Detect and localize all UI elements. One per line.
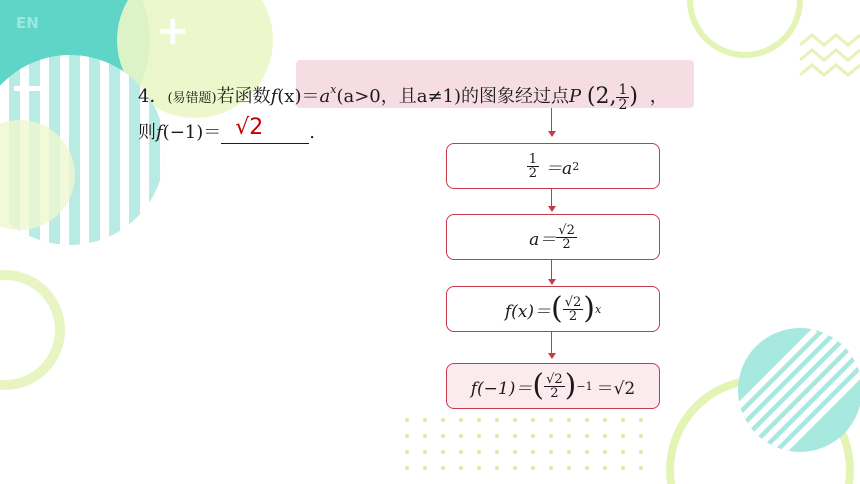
grid-dot [459, 434, 463, 438]
step4-lhs: f(−1)＝ [470, 378, 533, 399]
grid-dot [513, 466, 517, 470]
grid-dot [567, 466, 571, 470]
grid-dot [549, 466, 553, 470]
line2-func: f [156, 122, 163, 143]
step-box-1 [446, 143, 660, 189]
grid-dot [531, 450, 535, 454]
equals: ＝ [301, 86, 320, 107]
grid-dot [459, 466, 463, 470]
grid-dot [603, 450, 607, 454]
minus-icon [14, 86, 42, 91]
flow-arrow-line [551, 332, 552, 354]
grid-dot [549, 434, 553, 438]
grid-dot [459, 418, 463, 422]
flow-arrow-head [548, 131, 556, 137]
func-name: f [270, 86, 278, 107]
grid-dot [495, 450, 499, 454]
step1-rhs: ＝a [545, 158, 573, 179]
fraction-den: 2 [528, 165, 538, 181]
flow-arrow-line [551, 260, 552, 280]
grid-dot [621, 450, 625, 454]
grid-dot [405, 418, 409, 422]
grid-dot [513, 434, 517, 438]
grid-dot [423, 466, 427, 470]
step4-sup: −1 [576, 379, 593, 393]
fraction-num: √2 [558, 222, 575, 238]
grid-dot [531, 434, 535, 438]
grid-dot [531, 418, 535, 422]
grid-dot [477, 418, 481, 422]
grid-dot [477, 434, 481, 438]
step1-sup: 2 [572, 159, 580, 173]
condition-text: (a>0，且a≠1)的图象经过点 [336, 86, 570, 107]
grid-dot [495, 466, 499, 470]
flow-arrow-head [548, 353, 556, 359]
grid-dot [531, 466, 535, 470]
exponent: x [330, 83, 337, 96]
grid-dot [639, 434, 643, 438]
fraction-den: 2 [563, 309, 584, 323]
question-line-2 [138, 115, 315, 144]
base: a [319, 86, 331, 107]
step2-fraction [556, 224, 577, 251]
fraction-den: 2 [544, 386, 565, 400]
step3-sup: x [594, 302, 602, 316]
paren-close: ) [583, 291, 595, 326]
grid-dot [603, 466, 607, 470]
point-close: ) [629, 84, 638, 109]
flow-arrow-line [551, 189, 552, 207]
question-text: 若函数 [216, 86, 271, 107]
step3-fraction [563, 296, 584, 323]
grid-dot [477, 450, 481, 454]
grid-dot [423, 418, 427, 422]
grid-dot [585, 418, 589, 422]
grid-dot [441, 466, 445, 470]
grid-dot [495, 418, 499, 422]
step-box-2 [446, 214, 660, 260]
period: . [309, 122, 315, 143]
grid-dot [639, 466, 643, 470]
grid-dot [603, 418, 607, 422]
fraction-den: 2 [618, 96, 628, 113]
question-number: 4． [138, 86, 168, 107]
grid-dot [639, 418, 643, 422]
grid-dot [567, 418, 571, 422]
grid-dot [585, 434, 589, 438]
comma: ， [649, 86, 668, 107]
point-label: P [569, 86, 582, 107]
paren-open: ( [532, 368, 545, 403]
grid-dot [567, 434, 571, 438]
line2-prefix: 则 [138, 122, 156, 143]
grid-dot [567, 450, 571, 454]
fraction-num: 1 [618, 81, 628, 98]
grid-dot [495, 434, 499, 438]
grid-dot [585, 466, 589, 470]
grid-dot [639, 450, 643, 454]
grid-dot [549, 418, 553, 422]
step3-lhs: f(x)＝ [504, 301, 551, 322]
step1-fraction [527, 153, 539, 180]
grid-dot [585, 450, 589, 454]
question-line-1 [138, 78, 668, 112]
paren-close: ) [564, 368, 577, 403]
grid-dot [405, 434, 409, 438]
fraction-num: √2 [564, 294, 582, 310]
point-open: (2, [586, 84, 617, 109]
step-box-3 [446, 286, 660, 332]
grid-dot [513, 450, 517, 454]
step2-lhs: a＝ [529, 229, 557, 250]
line2-arg: (−1)＝ [162, 122, 222, 143]
grid-dot [405, 466, 409, 470]
grid-dot [441, 450, 445, 454]
func-arg: (x) [277, 86, 302, 107]
flow-arrow-line [551, 108, 552, 132]
grid-dot [621, 418, 625, 422]
flow-arrow-head [548, 279, 556, 285]
grid-dot [423, 450, 427, 454]
step-box-4 [446, 363, 660, 409]
answer-value: √2 [235, 115, 264, 140]
grid-dot [405, 450, 409, 454]
corner-label: EN [16, 14, 39, 32]
grid-dot [621, 466, 625, 470]
grid-dot [477, 466, 481, 470]
grid-dot [603, 434, 607, 438]
plus-icon: + [156, 8, 190, 54]
question-tag: (易错题) [167, 91, 217, 106]
fraction-num: 1 [528, 151, 538, 167]
point-fraction [616, 83, 629, 112]
grid-dot [441, 418, 445, 422]
fraction-num: √2 [546, 371, 563, 387]
step4-tail: ＝√2 [596, 378, 636, 399]
grid-dot [459, 450, 463, 454]
step4-fraction [544, 373, 565, 400]
grid-dot [621, 434, 625, 438]
grid-dot [549, 450, 553, 454]
fraction-den: 2 [556, 237, 577, 251]
grid-dot [513, 418, 517, 422]
answer-blank [221, 115, 309, 144]
grid-dot [441, 434, 445, 438]
grid-dot [423, 434, 427, 438]
flow-arrow-head [548, 206, 556, 212]
paren-open: ( [550, 291, 563, 326]
